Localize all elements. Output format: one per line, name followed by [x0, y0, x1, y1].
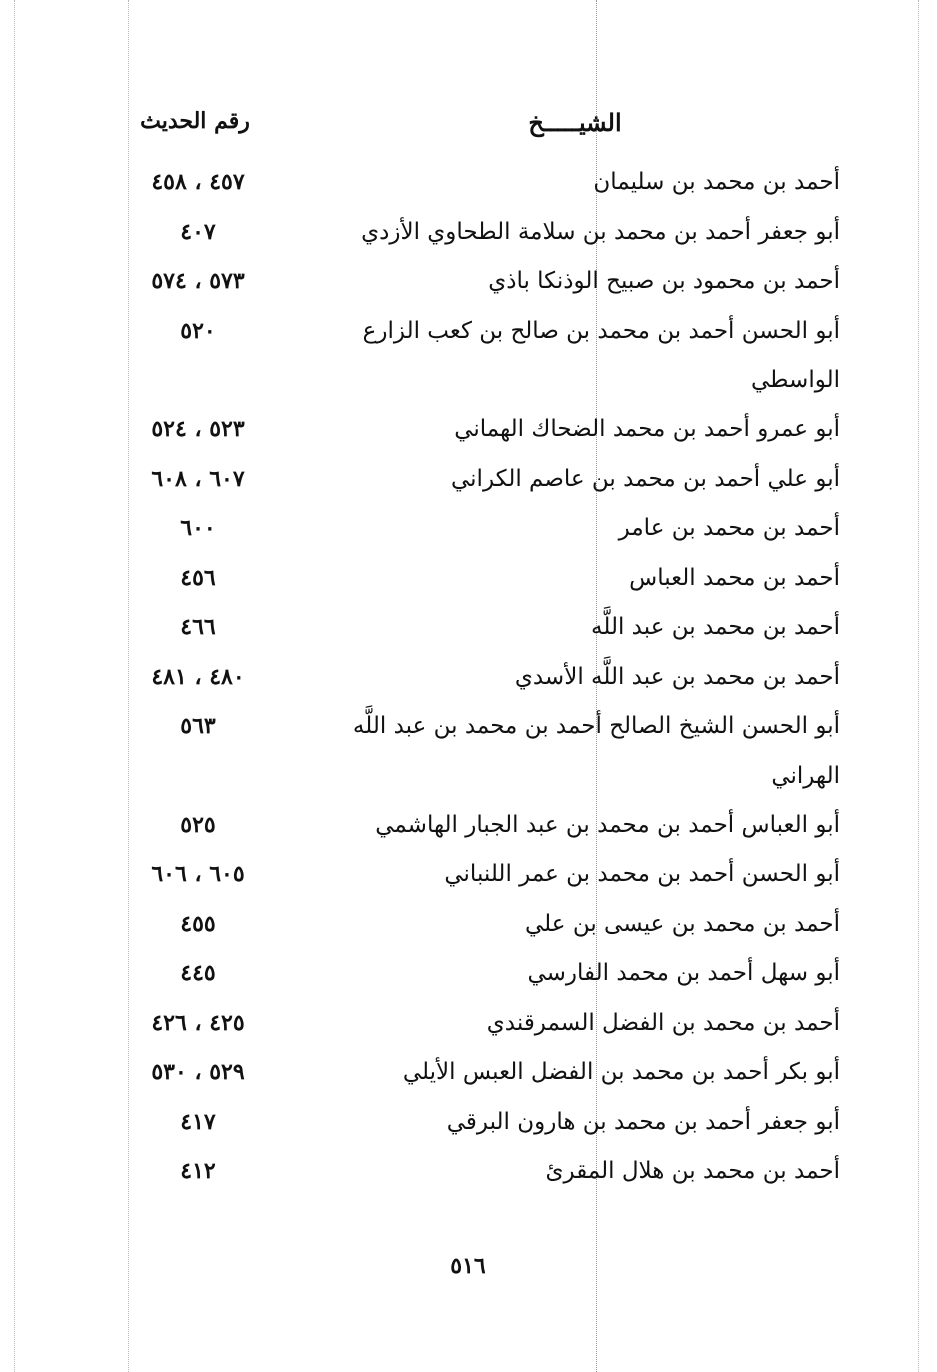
shaykh-name: أحمد بن محمد بن عبد اللَّه	[591, 614, 840, 640]
list-item	[0, 307, 937, 357]
list-item	[0, 208, 937, 258]
list-item	[0, 949, 937, 999]
list-item	[0, 801, 937, 851]
shaykh-name: أحمد بن محمد بن الفضل السمرقندي	[486, 1009, 840, 1036]
list-item	[0, 603, 937, 653]
list-item	[0, 1147, 937, 1197]
list-item	[0, 999, 937, 1049]
shaykh-name: أحمد بن محمد بن هلال المقرئ	[545, 1158, 840, 1184]
hadith-numbers: ٤١٧	[180, 1108, 216, 1135]
hadith-numbers: ٦٠٧ ، ٦٠٨	[151, 465, 245, 492]
shaykh-name: أحمد بن محمد بن عبد اللَّه الأسدي	[514, 663, 840, 690]
shaykh-name: أبو عمرو أحمد بن محمد الضحاك الهماني	[454, 416, 840, 442]
shaykh-name: أبو جعفر أحمد بن محمد بن سلامة الطحاوي الأزدي	[361, 218, 840, 245]
shaykh-column-header: الشيـــــخ	[528, 108, 622, 137]
hadith-numbers: ٤٠٧	[180, 218, 216, 245]
hadith-numbers: ٦٠٠	[180, 515, 216, 541]
shaykh-name: أحمد بن محمد بن سليمان	[593, 169, 840, 195]
shaykh-name: أبو بكر أحمد بن محمد بن الفضل العبس الأيلي	[402, 1059, 840, 1085]
list-item	[0, 850, 937, 900]
list-item	[0, 653, 937, 703]
shaykh-name: أبو العباس أحمد بن محمد بن عبد الجبار الهاشمي	[375, 811, 840, 838]
list-item	[0, 702, 937, 752]
list-item-continuation	[0, 356, 937, 405]
hadith-numbers: ٦٠٥ ، ٦٠٦	[151, 861, 245, 887]
shaykh-name: أبو جعفر أحمد بن محمد بن هارون البرقي	[446, 1108, 840, 1135]
list-item	[0, 1048, 937, 1098]
shaykh-name: الواسطي	[751, 367, 840, 393]
list-item	[0, 900, 937, 950]
list-item	[0, 455, 937, 505]
hadith-numbers: ٥٦٣	[180, 713, 216, 739]
hadith-numbers: ٤٦٦	[180, 614, 216, 640]
list-item	[0, 554, 937, 604]
shaykh-name: الهراني	[771, 762, 840, 789]
hadith-numbers: ٤٢٥ ، ٤٢٦	[151, 1009, 245, 1036]
list-item	[0, 405, 937, 455]
list-item-continuation	[0, 752, 937, 801]
shaykh-name: أحمد بن محمد العباس	[629, 564, 840, 591]
shaykh-name: أبو سهل أحمد بن محمد الفارسي	[527, 960, 840, 986]
hadith-numbers: ٥٢٩ ، ٥٣٠	[151, 1059, 245, 1085]
hadith-numbers: ٤٥٥	[180, 910, 216, 937]
shaykh-name: أبو الحسن أحمد بن محمد بن عمر اللنباني	[444, 861, 840, 887]
hadith-numbers: ٤٥٦	[180, 564, 216, 591]
list-item	[0, 257, 937, 307]
shaykh-name: أبو الحسن الشيخ الصالح أحمد بن محمد بن عبد اللَّه	[352, 713, 840, 739]
hadith-numbers: ٤٤٥	[180, 960, 216, 986]
hadith-numbers: ٤٨٠ ، ٤٨١	[151, 663, 245, 690]
table-header	[0, 108, 937, 152]
shaykh-name: أحمد بن محمد بن عيسى بن علي	[525, 910, 840, 937]
hadith-numbers: ٥٧٣ ، ٥٧٤	[151, 268, 245, 294]
page-number: ٥١٦	[450, 1253, 486, 1279]
hadith-numbers: ٥٢٠	[180, 317, 216, 344]
hadith-numbers: ٥٢٥	[180, 811, 216, 838]
hadith-numbers: ٤٥٧ ، ٤٥٨	[151, 169, 245, 195]
shaykh-name: أبو علي أحمد بن محمد بن عاصم الكراني	[450, 465, 840, 492]
shaykh-name: أحمد بن محمد بن عامر	[618, 515, 840, 541]
list-item	[0, 1098, 937, 1148]
shaykh-index-list	[0, 158, 937, 1197]
list-item	[0, 504, 937, 554]
shaykh-name: أبو الحسن أحمد بن محمد بن صالح بن كعب الزارع	[362, 317, 840, 344]
shaykh-name: أحمد بن محمود بن صبيح الوذنكا باذي	[488, 268, 840, 294]
list-item	[0, 158, 937, 208]
hadith-numbers: ٥٢٣ ، ٥٢٤	[151, 416, 245, 442]
hadith-numbers: ٤١٢	[180, 1158, 216, 1184]
hadith-number-column-header: رقم الحديث	[140, 108, 250, 134]
